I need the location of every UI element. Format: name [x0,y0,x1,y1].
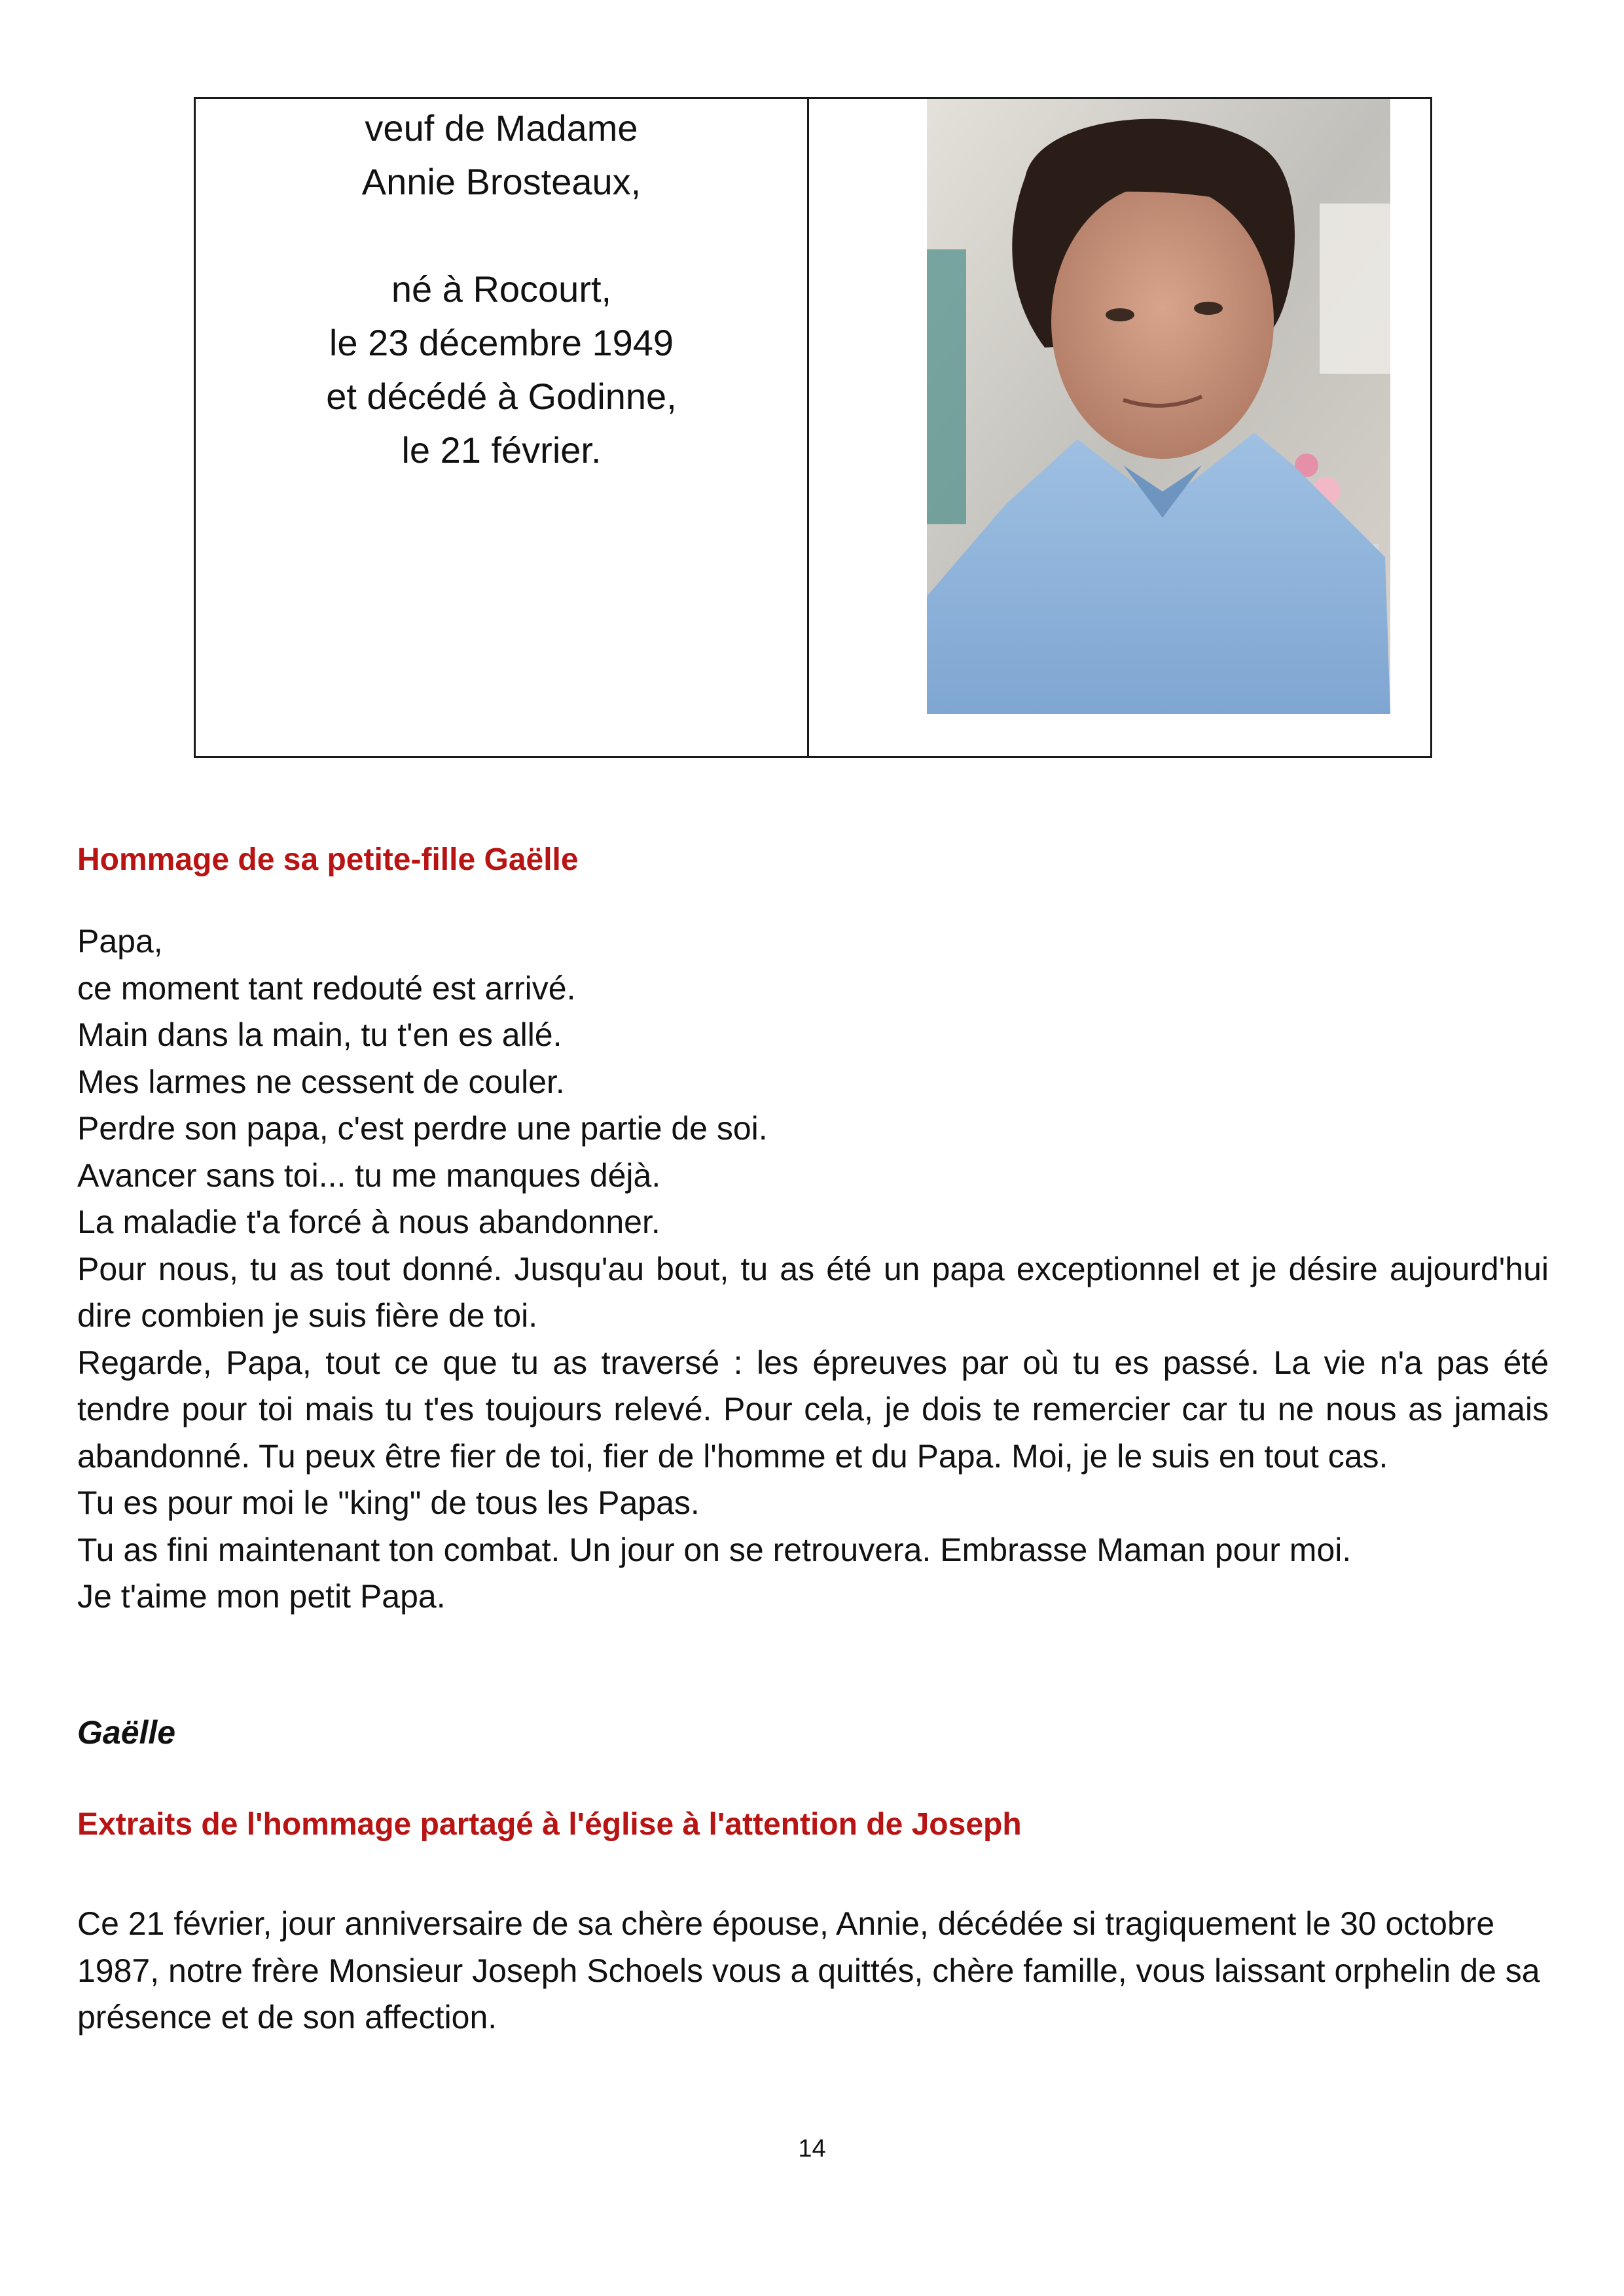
signature: Gaëlle [77,1714,176,1751]
poem-line: Avancer sans toi... tu me manques déjà. [77,1157,661,1194]
poem-line: Tu as fini maintenant ton combat. Un jour on se retrouvera. Embrasse Maman pour moi. [77,1531,1352,1568]
poem-line: Je t'aime mon petit Papa. [77,1578,446,1615]
obituary-line: veuf de Madame [365,107,638,149]
poem-line: Regarde, Papa, tout ce que tu as traversé : les épreuves par où tu es passé. La vie n'a pas été tendre pour toi mais tu t'es toujours relevé. Pour cela, je dois te remercier car tu ne nous as jamais abandonné. Tu peux être fier de toi, fier de l'homme et du Papa. Moi, je le suis en tout cas. [77,1344,1549,1475]
obituary-line: le 21 février. [401,429,602,471]
portrait-photo [927,99,1390,714]
obituary-table [194,97,1432,758]
portrait-illustration [927,99,1390,714]
hommage-gaelle-text [77,918,1549,1621]
poem-line: Mes larmes ne cessent de couler. [77,1063,565,1100]
obituary-line: Annie Brosteaux, [361,161,641,202]
poem-line: Main dans la main, tu t'en es allé. [77,1016,562,1053]
obituary-line: né à Rocourt, [391,268,612,310]
obituary-line: et décédé à Godinne, [326,376,677,417]
section-heading-eglise: Extraits de l'hommage partagé à l'église à l'attention de Joseph [77,1807,1022,1842]
page-number: 14 [798,2135,826,2162]
poem-line: Papa, [77,923,163,960]
hommage-eglise-text: Ce 21 février, jour anniversaire de sa chère épouse, Annie, décédée si tragiquement le 30 octobre 1987, notre frère Monsieur Joseph Schoels vous a quittés, chère famille, vous laissant orphelin de sa présence et de son affection. [77,1905,1540,2036]
poem-line: Pour nous, tu as tout donné. Jusqu'au bout, tu as été un papa exceptionnel et je désire aujourd'hui dire combien je suis fière de toi. [77,1250,1549,1334]
poem-line: Tu es pour moi le "king" de tous les Papas. [77,1484,700,1521]
obituary-text-cell [196,99,809,756]
section-heading-gaelle: Hommage de sa petite-fille Gaëlle [77,842,579,877]
poem-line: La maladie t'a forcé à nous abandonner. [77,1204,660,1240]
obituary-line: le 23 décembre 1949 [329,322,674,363]
poem-line: ce moment tant redouté est arrivé. [77,969,576,1007]
poem-line: Perdre son papa, c'est perdre une partie de soi. [77,1110,768,1147]
obituary-photo-cell [809,99,1430,756]
